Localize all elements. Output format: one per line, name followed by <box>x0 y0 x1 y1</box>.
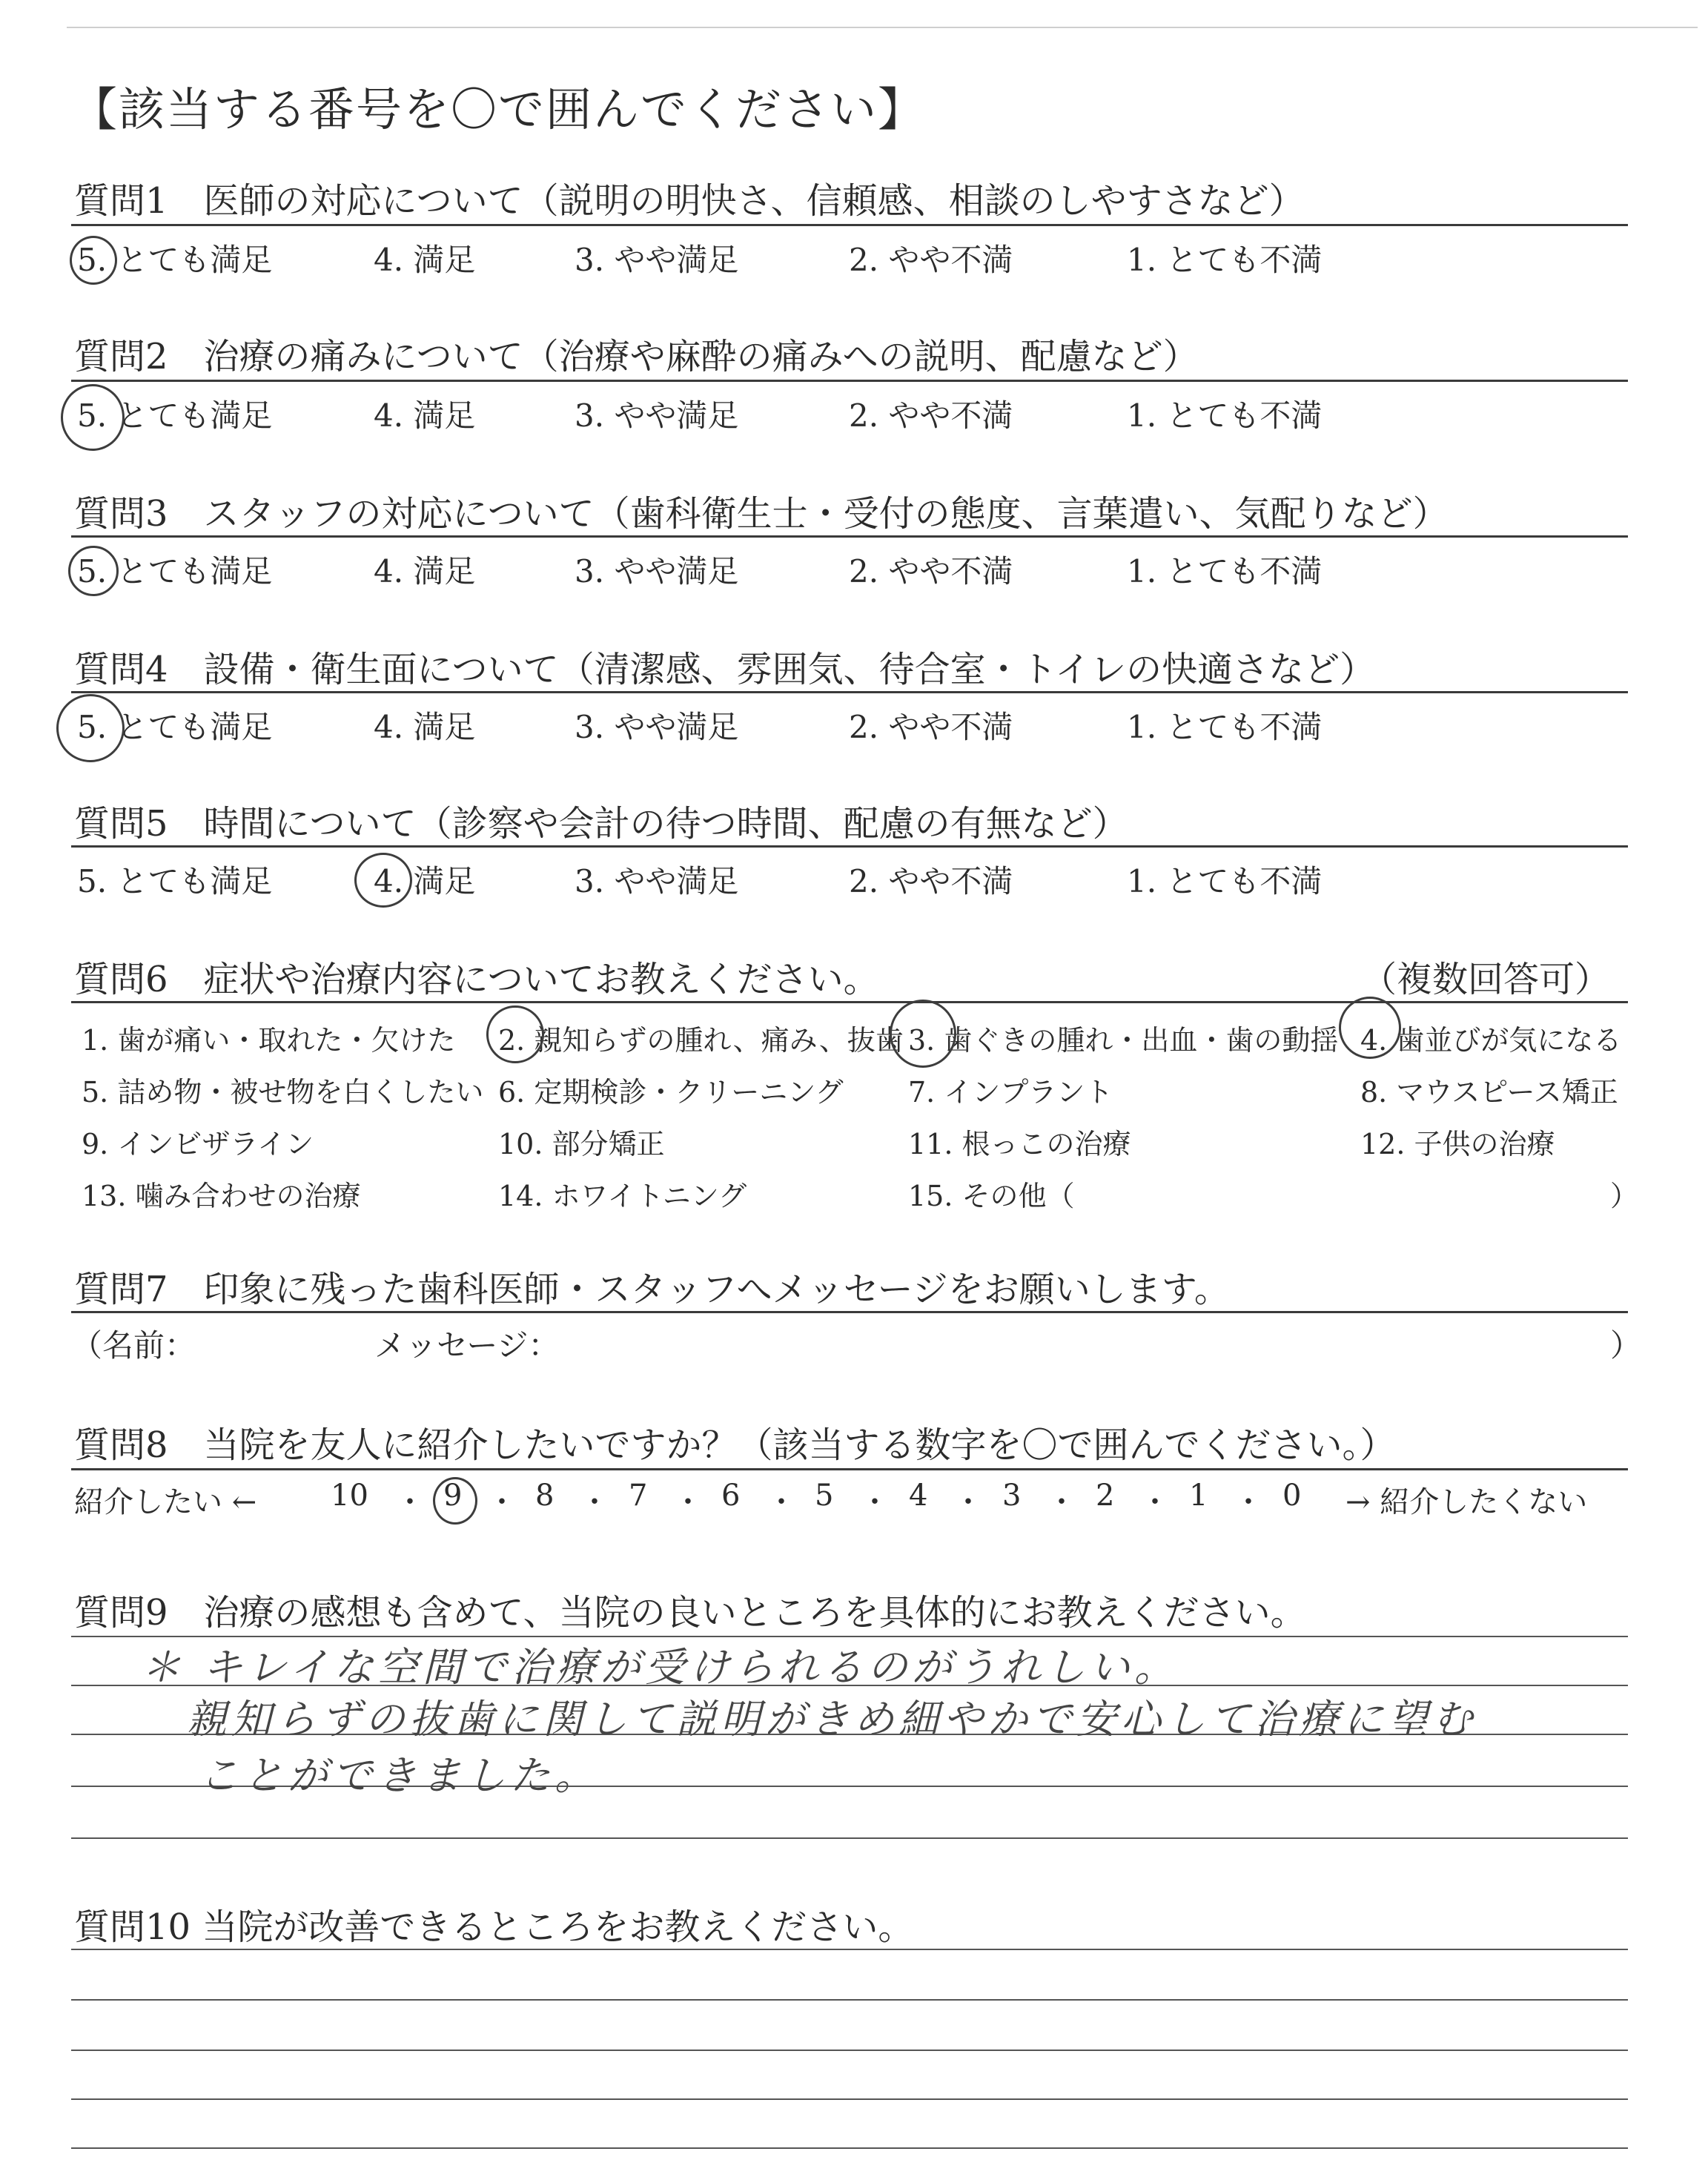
scale-7[interactable]: 7 <box>629 1479 648 1513</box>
scale-8[interactable]: 8 <box>535 1479 555 1513</box>
scale-4[interactable]: 4 <box>909 1479 928 1513</box>
question-8-rule <box>71 1468 1628 1470</box>
question-6-heading: 質問6 症状や治療内容についてお教えください。 <box>74 959 879 1000</box>
question-1-rule <box>71 224 1628 226</box>
question-4-heading: 質問4 設備・衛生面について（清潔感、雰囲気、待合室・トイレの快適さなど） <box>74 649 1376 690</box>
recommend-left-label: 紹介したい ← <box>74 1485 257 1519</box>
scale-dot: ・ <box>673 1485 703 1519</box>
q6-item-2[interactable]: 2. 親知らずの腫れ、痛み、抜歯 <box>498 1024 904 1057</box>
handwritten-answer-line-3: ことができました。 <box>199 1752 599 1799</box>
question-2-rule <box>71 380 1628 382</box>
q2-option-4[interactable]: 4. 満足 <box>374 397 476 434</box>
scale-dot: ・ <box>1047 1485 1076 1519</box>
q6-item-1[interactable]: 1. 歯が痛い・取れた・欠けた <box>82 1024 456 1057</box>
q2-option-2[interactable]: 2. やや不満 <box>849 397 1013 434</box>
q3-option-3[interactable]: 3. やや満足 <box>575 553 739 589</box>
q4-option-2[interactable]: 2. やや不満 <box>849 709 1013 745</box>
q6-item-7[interactable]: 7. インプラント <box>908 1076 1113 1109</box>
scale-dot: ・ <box>1234 1485 1263 1519</box>
selection-circle <box>56 694 125 762</box>
q6-other-close-paren: ） <box>1610 1180 1639 1212</box>
q5-option-2[interactable]: 2. やや不満 <box>849 863 1013 899</box>
q2-option-3[interactable]: 3. やや満足 <box>575 397 739 434</box>
q6-item-11[interactable]: 11. 根っこの治療 <box>908 1128 1131 1160</box>
answer-line <box>71 2147 1628 2149</box>
scale-dot: ・ <box>860 1485 890 1519</box>
scale-6[interactable]: 6 <box>721 1479 741 1513</box>
question-7-heading: 質問7 印象に残った歯科医師・スタッフへメッセージをお願いします。 <box>74 1269 1230 1310</box>
q6-item-4[interactable]: 4. 歯並びが気になる <box>1360 1024 1622 1057</box>
q1-option-1[interactable]: 1. とても不満 <box>1127 242 1323 278</box>
scale-9[interactable]: 9 <box>443 1479 463 1513</box>
scale-dot: ・ <box>1140 1485 1170 1519</box>
q5-option-1[interactable]: 1. とても不満 <box>1127 863 1323 899</box>
scale-0[interactable]: 0 <box>1282 1479 1302 1513</box>
q1-option-2[interactable]: 2. やや不満 <box>849 242 1013 278</box>
top-edge-line <box>67 27 1698 28</box>
question-6-rule <box>71 1001 1628 1003</box>
answer-line <box>71 1999 1628 2001</box>
answer-line <box>71 2098 1628 2100</box>
message-label: メッセージ： <box>374 1327 560 1364</box>
q3-option-1[interactable]: 1. とても不満 <box>1127 553 1323 589</box>
page-title: 【該当する番号を〇で囲んでください】 <box>71 82 926 136</box>
question-3-heading: 質問3 スタッフの対応について（歯科衛生士・受付の態度、言葉遣い、気配りなど） <box>74 493 1449 535</box>
q6-item-14[interactable]: 14. ホワイトニング <box>498 1180 747 1212</box>
q3-option-4[interactable]: 4. 満足 <box>374 553 476 589</box>
question-10-heading: 質問10 当院が改善できるところをお教えください。 <box>74 1906 914 1948</box>
scale-1[interactable]: 1 <box>1189 1479 1208 1513</box>
answer-line <box>71 1837 1628 1839</box>
message-close-paren: ） <box>1610 1327 1642 1364</box>
answer-line <box>71 2050 1628 2051</box>
question-5-heading: 質問5 時間について（診察や会計の待つ時間、配慮の有無など） <box>74 803 1128 845</box>
q6-item-15[interactable]: 15. その他（ <box>908 1180 1075 1212</box>
q6-item-12[interactable]: 12. 子供の治療 <box>1360 1128 1555 1160</box>
q3-option-5[interactable]: 5. とても満足 <box>77 553 273 589</box>
q5-option-5[interactable]: 5. とても満足 <box>77 863 273 899</box>
question-3-rule <box>71 535 1628 538</box>
scale-3[interactable]: 3 <box>1002 1479 1022 1513</box>
scale-5[interactable]: 5 <box>815 1479 834 1513</box>
q5-option-4[interactable]: 4. 満足 <box>374 863 476 899</box>
selection-circle <box>1339 997 1401 1059</box>
q3-option-2[interactable]: 2. やや不満 <box>849 553 1013 589</box>
question-7-rule <box>71 1311 1628 1313</box>
q4-option-3[interactable]: 3. やや満足 <box>575 709 739 745</box>
q6-item-10[interactable]: 10. 部分矯正 <box>498 1128 665 1160</box>
q4-option-1[interactable]: 1. とても不満 <box>1127 709 1323 745</box>
q6-item-13[interactable]: 13. 噛み合わせの治療 <box>82 1180 361 1212</box>
q6-item-8[interactable]: 8. マウスピース矯正 <box>1360 1076 1618 1109</box>
question-2-heading: 質問2 治療の痛みについて（治療や麻酔の痛みへの説明、配慮など） <box>74 336 1199 377</box>
answer-line <box>71 1949 1628 1950</box>
name-label: （名前： <box>71 1327 196 1364</box>
question-5-rule <box>71 845 1628 848</box>
selection-circle <box>68 546 119 596</box>
q1-option-4[interactable]: 4. 満足 <box>374 242 476 278</box>
question-9-heading: 質問9 治療の感想も含めて、当院の良いところを具体的にお教えください。 <box>74 1592 1306 1634</box>
q6-item-5[interactable]: 5. 詰め物・被せ物を白くしたい <box>82 1076 484 1109</box>
selection-circle <box>890 1000 956 1068</box>
q5-option-3[interactable]: 3. やや満足 <box>575 863 739 899</box>
selection-circle <box>433 1477 477 1525</box>
q6-item-9[interactable]: 9. インビザライン <box>82 1128 314 1160</box>
q6-item-3[interactable]: 3. 歯ぐきの腫れ・出血・歯の動揺 <box>908 1024 1339 1057</box>
selection-circle <box>61 384 125 451</box>
q2-option-1[interactable]: 1. とても不満 <box>1127 397 1323 434</box>
scale-10[interactable]: 10 <box>331 1479 368 1513</box>
selection-circle <box>486 1005 544 1063</box>
scale-dot: ・ <box>580 1485 609 1519</box>
selection-circle <box>70 236 117 285</box>
q2-option-5[interactable]: 5. とても満足 <box>77 397 273 434</box>
question-8-heading: 質問8 当院を友人に紹介したいですか？（該当する数字を〇で囲んでください。） <box>74 1424 1396 1466</box>
scale-dot: ・ <box>395 1485 425 1519</box>
scale-2[interactable]: 2 <box>1096 1479 1115 1513</box>
scale-dot: ・ <box>487 1485 517 1519</box>
scale-dot: ・ <box>953 1485 983 1519</box>
multiple-answers-note: （複数回答可） <box>1361 959 1611 1000</box>
q4-option-4[interactable]: 4. 満足 <box>374 709 476 745</box>
handwritten-answer-line-1: ＊ キレイな空間で治療が受けられるのがうれしい。 <box>141 1644 1179 1691</box>
selection-circle <box>354 853 412 908</box>
scale-dot: ・ <box>767 1485 796 1519</box>
handwritten-answer-line-2: 親知らずの抜歯に関して説明がきめ細やかで安心して治療に望む <box>187 1696 1477 1743</box>
question-1-heading: 質問1 医師の対応について（説明の明快さ、信頼感、相談のしやすさなど） <box>74 180 1305 222</box>
q6-item-6[interactable]: 6. 定期検診・クリーニング <box>498 1076 844 1109</box>
q4-option-5[interactable]: 5. とても満足 <box>77 709 273 745</box>
question-4-rule <box>71 691 1628 693</box>
q1-option-5[interactable]: 5. とても満足 <box>77 242 273 278</box>
q1-option-3[interactable]: 3. やや満足 <box>575 242 739 278</box>
recommend-right-label: → 紹介したくない <box>1345 1485 1588 1519</box>
